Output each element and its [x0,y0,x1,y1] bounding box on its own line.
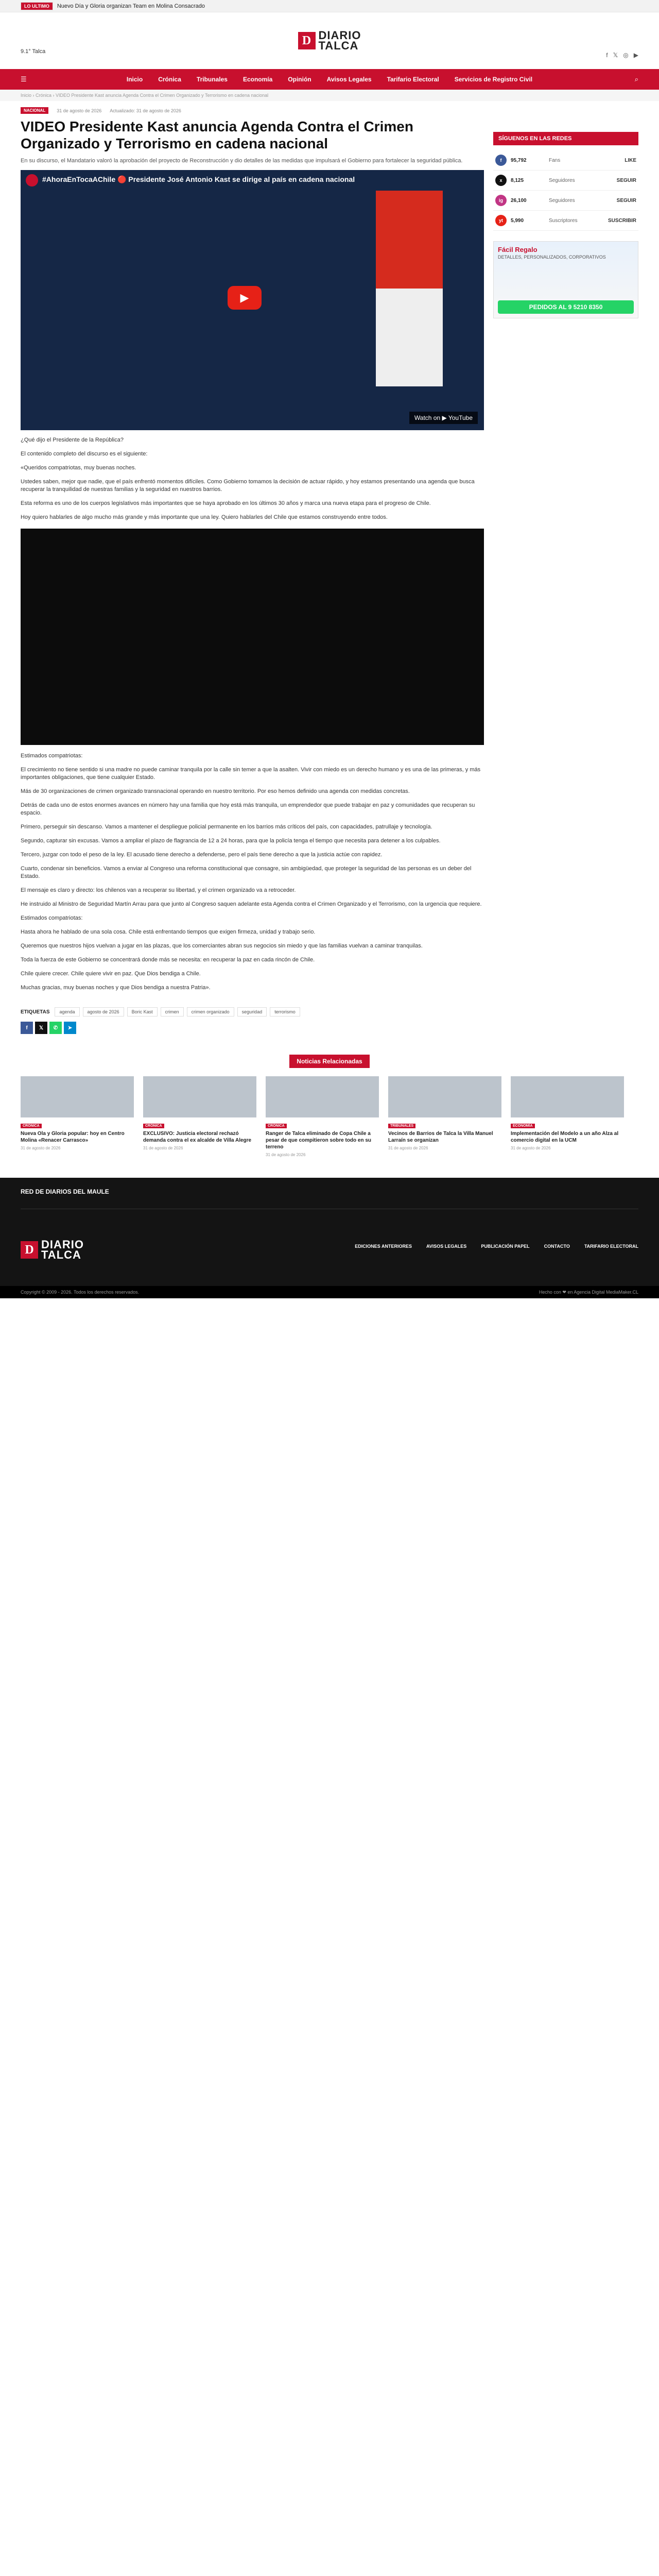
card-category[interactable]: CRÓNICA [143,1124,164,1128]
share-whatsapp-icon[interactable]: ✆ [49,1022,62,1034]
menu-icon[interactable]: ☰ [21,75,27,83]
footer-link-contacto[interactable]: CONTACTO [544,1244,570,1249]
footer-links [355,1244,638,1249]
search-icon[interactable]: ⌕ [634,75,638,83]
facebook-icon[interactable]: f [606,52,608,59]
footer-link-tarifario[interactable]: TARIFARIO ELECTORAL [584,1244,638,1249]
social-counter-instagram[interactable]: ig 26,100 Seguidores SEGUIR [493,191,638,211]
video-embed[interactable] [21,170,484,430]
instagram-icon: ig [495,195,507,206]
updated-date: Actualizado: 31 de agosto de 2026 [110,108,181,113]
instagram-icon[interactable]: ◎ [623,52,629,59]
article-paragraph: Esta reforma es uno de los cuerpos legislativos más importantes que se haya aprobado en los últimos 30 años y marca una nueva etapa para el progreso de Chile. [21,500,431,506]
card-title[interactable]: Implementación del Modelo a un año Alza al comercio digital en la UCM [511,1131,619,1143]
nav-item-avisos-legales[interactable]: Avisos Legales [326,76,372,83]
tag-link[interactable]: agenda [55,1007,79,1016]
youtube-icon: yt [495,215,507,226]
footer-link-avisos[interactable]: AVISOS LEGALES [426,1244,467,1249]
article-paragraph: El contenido completo del discurso es el siguiente: [21,451,148,457]
footer-network-title: RED DE DIARIOS DEL MAULE [21,1188,109,1195]
logo-text-line1: DIARIO [318,29,361,42]
related-title: Noticias Relacionadas [289,1055,369,1068]
footer-link-ediciones[interactable]: EDICIONES ANTERIORES [355,1244,412,1249]
social-counter-facebook[interactable]: f 95,792 Fans LIKE [493,150,638,171]
tag-link[interactable]: Boric Kast [127,1007,158,1016]
publish-date: 31 de agosto de 2026 [57,108,102,113]
tag-link[interactable]: terrorismo [270,1007,300,1016]
weather-widget: 9.1° Talca [21,48,46,55]
card-category[interactable]: ECONOMÍA [511,1124,535,1128]
related-card[interactable] [388,1076,501,1157]
facebook-icon: f [495,155,507,166]
nav-item-registro-civil[interactable]: Servicios de Registro Civil [454,76,533,83]
latest-news-tag: LO ULTIMO [21,2,53,10]
card-date: 31 de agosto de 2026 [21,1146,61,1150]
related-card[interactable] [266,1076,379,1157]
card-image[interactable] [511,1076,624,1117]
logo-mark: D [298,32,316,49]
footer-logo-line1: DIARIO [41,1238,84,1251]
ad-subtitle: DETALLES, PERSONALIZADOS, CORPORATIVOS [498,255,606,260]
article-paragraph: El mensaje es claro y directo: los chilenos van a recuperar su libertad, y el crimen organizado va a retroceder. [21,887,296,893]
article [21,107,484,1055]
card-title[interactable]: Ranger de Talca eliminado de Copa Chile a pesar de que compitieron sobre todo en su terreno [266,1131,372,1150]
article-title: VIDEO Presidente Kast anuncia Agenda Contra el Crimen Organizado y Terrorismo en cadena nacional [21,118,413,151]
article-paragraph: He instruido al Ministro de Seguridad Martín Arrau para que junto al Congreso saquen adelante esta Agenda contra el Crimen Organizado y el Terrorismo, con la urgencia que requiere. [21,901,482,907]
footer-link-papel[interactable]: PUBLICACIÓN PAPEL [481,1244,530,1249]
ad-phone-button[interactable]: PEDIDOS AL 9 5210 8350 [498,300,634,314]
breadcrumb: Inicio › Crónica › VIDEO Presidente Kast anuncia Agenda Contra el Crimen Organizado y Terrorismo en cadena nacional [0,90,659,101]
tags-label: ETIQUETAS [21,1009,50,1015]
social-counter-x[interactable]: x 8,125 Seguidores SEGUIR [493,171,638,191]
nav-item-cronica[interactable]: Crónica [158,76,181,83]
related-card[interactable] [21,1076,134,1157]
card-title[interactable]: Nueva Ola y Gloria popular: hoy en Centro Molina «Renacer Carrasco» [21,1131,125,1143]
card-date: 31 de agosto de 2026 [266,1153,306,1157]
article-paragraph: Ustedes saben, mejor que nadie, que el país enfrentó momentos difíciles. Como Gobierno tomamos la decisión de actuar rápido, y hoy estamos presentando una agenda que busca recuperar la tranquilidad de nuestras familias y la seguridad en nuestros barrios. [21,479,475,493]
tag-link[interactable]: agosto de 2026 [83,1007,124,1016]
footer-logo[interactable] [21,1240,84,1260]
section-label: Estimados compatriotas: [21,753,83,759]
article-lead: En su discurso, el Mandatario valoró la aprobación del proyecto de Reconstrucción y dio detalles de las medidas que impulsará el Gobierno para fortalecer la seguridad pública. [21,158,463,164]
footer-logo-line2: TALCA [41,1248,81,1261]
header-social-links [606,52,638,59]
ad-title: Fácil Regalo [498,246,537,253]
article-paragraph: Toda la fuerza de este Gobierno se concentrará donde más se necesita: en recuperar la paz en cada rincón de Chile. [21,957,315,963]
card-image[interactable] [21,1076,134,1117]
copyright-bar [0,1286,659,1298]
article-paragraph: Cuarto, condenar sin beneficios. Vamos a enviar al Congreso una reforma constitucional que consagre, sin ambigüedad, que proteger la seguridad de las personas es un deber del Estado. [21,866,472,879]
site-logo[interactable] [298,30,361,51]
article-paragraph: Hasta ahora he hablado de una sola cosa. Chile está enfrentando tiempos que exigen firmeza, unidad y trabajo serio. [21,929,316,935]
article-paragraph: Muchas gracias, muy buenas noches y que Dios bendiga a nuestra Patria». [21,985,211,991]
tag-link[interactable]: crimen organizado [187,1007,234,1016]
footer-logo-mark: D [21,1241,38,1259]
article-paragraph: Chile quiere crecer. Chile quiere vivir en paz. Que Dios bendiga a Chile. [21,971,201,977]
sidebar-ad[interactable] [493,241,638,318]
card-image[interactable] [266,1076,379,1117]
article-paragraph: ¿Qué dijo el Presidente de la República? [21,437,124,443]
top-bar [0,0,659,12]
video-title[interactable]: #AhoraEnTocaAChile 🔴 Presidente José Antonio Kast se dirige al país en cadena nacional [42,175,355,183]
card-image[interactable] [143,1076,256,1117]
share-buttons [21,1022,484,1034]
card-title[interactable]: Vecinos de Barrios de Talca la Villa Manuel Larraín se organizan [388,1131,493,1143]
nav-item-economia[interactable]: Economía [242,76,273,83]
nav-item-inicio[interactable]: Inicio [126,76,143,83]
card-category[interactable]: CRÓNICA [266,1124,287,1128]
sidebar [493,107,638,1055]
article-paragraph: Detrás de cada uno de estos enormes avances en número hay una familia que hoy está más tranquila, un emprendedor que puede trabajar en paz y comunidades que recuperan su espacio. [21,802,475,816]
article-paragraph: Segundo, capturar sin excusas. Vamos a ampliar el plazo de flagrancia de 12 a 24 horas, para que la policía tenga el tiempo que necesita para detener a los culpables. [21,838,441,844]
share-x-icon[interactable]: 𝕏 [35,1022,47,1034]
card-date: 31 de agosto de 2026 [388,1146,428,1150]
logo-text-line2: TALCA [318,39,359,52]
card-date: 31 de agosto de 2026 [143,1146,183,1150]
card-title[interactable]: EXCLUSIVO: Justicia electoral rechazó demanda contra el ex alcalde de Villa Alegre [143,1131,252,1143]
channel-avatar [26,174,38,187]
latest-news-headline[interactable]: Nuevo Día y Gloria organizan Team en Molina Consacrado [57,3,205,9]
article-paragraph: «Queridos compatriotas, muy buenas noches. [21,465,136,471]
related-card[interactable] [511,1076,624,1157]
agency-credit[interactable]: Hecho con ❤ en Agencia Digital MediaMaker.CL [539,1289,638,1295]
play-button[interactable]: ▶ [228,286,262,310]
article-paragraph: El crecimiento no tiene sentido si una madre no puede caminar tranquila por la calle sin temer a que la asalten. Vivir con miedo es un derecho humano y es una de las primeras, y más importantes obligaciones, que tiene cualquier Estado. [21,767,481,781]
main-nav [0,69,659,90]
nav-item-tarifario[interactable]: Tarifario Electoral [387,76,439,83]
card-image[interactable] [388,1076,501,1117]
card-category[interactable]: TRIBUNALES [388,1124,415,1128]
tag-link[interactable]: seguridad [237,1007,267,1016]
related-news [0,1055,659,1157]
sidebar-follow-title: SÍGUENOS EN LAS REDES [493,132,638,145]
youtube-icon[interactable]: ▶ [633,52,638,59]
article-meta [21,107,484,114]
watch-on-youtube-button[interactable]: Watch on ▶ YouTube [409,412,478,424]
copyright-text: Copyright © 2009 - 2026. Todos los derechos reservados. [21,1290,140,1295]
nav-item-opinion[interactable]: Opinión [288,76,311,83]
tag-link[interactable]: crimen [161,1007,184,1016]
category-badge[interactable]: NACIONAL [21,107,48,114]
content-area [0,101,659,1055]
article-paragraph: Más de 30 organizaciones de crimen organizado transnacional operando en nuestro territorio. Por eso hemos definido una agenda con medidas concretas. [21,788,410,794]
tags-row [21,1007,484,1016]
site-footer [0,1178,659,1286]
nav-item-tribunales[interactable]: Tribunales [196,76,228,83]
x-icon: x [495,175,507,186]
share-facebook-icon[interactable]: f [21,1022,33,1034]
x-icon[interactable]: 𝕏 [613,52,618,59]
article-paragraph: Estimados compatriotas: [21,915,83,921]
related-card[interactable] [143,1076,256,1157]
secondary-video-embed[interactable] [21,529,484,745]
chile-flag-graphic [376,191,443,386]
card-category[interactable]: CRÓNICA [21,1124,42,1128]
site-header [0,12,659,69]
article-paragraph: Tercero, juzgar con todo el peso de la ley. El acusado tiene derecho a defenderse, pero el país tiene derecho a que la justicia actúe con rapidez. [21,852,383,858]
share-telegram-icon[interactable]: ➤ [64,1022,76,1034]
social-counter-youtube[interactable]: yt 5,990 Suscriptores SUSCRIBIR [493,211,638,231]
article-paragraph: Queremos que nuestros hijos vuelvan a jugar en las plazas, que los comerciantes abran sus negocios sin miedo y que las familias vuelvan a caminar tranquilas. [21,943,423,949]
card-date: 31 de agosto de 2026 [511,1146,551,1150]
article-paragraph: Hoy quiero hablarles de algo mucho más grande y más importante que una ley. Quiero hablarles del Chile que estamos construyendo entre todos. [21,514,388,520]
article-paragraph: Primero, perseguir sin descanso. Vamos a mantener el despliegue policial permanente en los barrios más críticos del país, con capacidades, patrullaje y tecnología. [21,824,432,830]
